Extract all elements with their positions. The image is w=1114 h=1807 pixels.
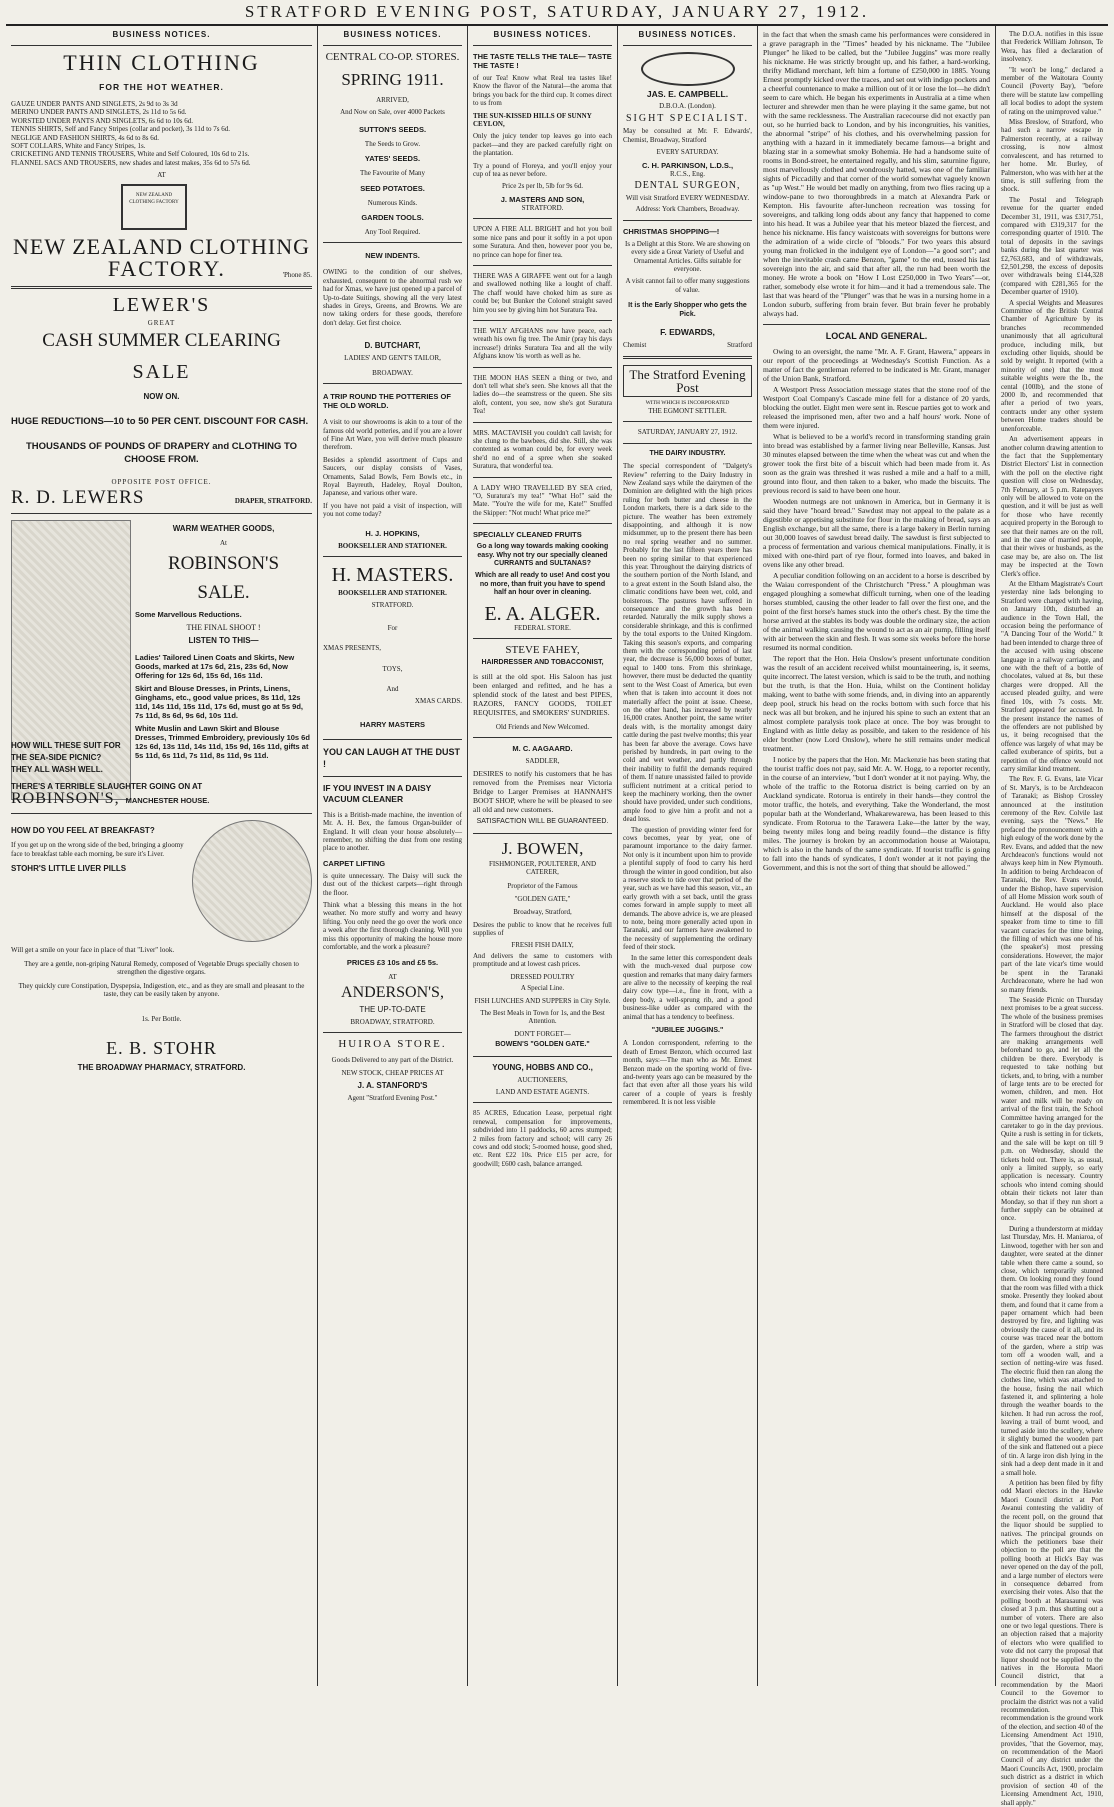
price-item: CRICKETING AND TENNIS TROUSERS, White and Self Coloured, 10s 6d to 21s. <box>11 150 250 159</box>
ad-body: NEW STOCK, CHEAP PRICES AT <box>341 1068 444 1077</box>
ad-body: If you get up on the wrong side of the bed, bringing a gloomy face to breakfast table each morning, be sure it's Liver. <box>11 841 184 858</box>
article-paragraph: The Seaside Picnic on Thursday next promises to be a great success. The whole of the business premises in Stratford will be closed that day. The farmers throughout the district are making arrangements well beforehand to go, and let all the children be there. Everybody is requested to take nothing but tickets, and, to bring, with a number of large tents are to be erected for women, children, and men. Hot water and milk will be ready on arrival of the first train, the School Committee having arranged for the caretaker to go in the day previous. Quite a rush is setting in for tickets, and the sale will be kept on till 9 p.m. on Wednesday, should the tickets hold out. There is, as usual, only a limited supply, so early application is necessary. Country schools who intend coming should obtain their tickets not later than Monday, so that if they run short a further supply can be obtained at once. <box>1001 995 1103 1223</box>
ad-title: FACTORY. <box>107 255 226 281</box>
ad-subtitle: LAND AND ESTATE AGENTS. <box>495 1088 590 1097</box>
ad-body: Price 2s per lb, 5lb for 9s 6d. <box>501 182 584 191</box>
ad-title: J. BOWEN, <box>501 838 584 858</box>
ad-body: The Favourite of Many <box>359 169 426 178</box>
article-paragraph: The question of providing winter feed for cows becomes, year by year, one of paramount importance to the dairy farmer. Not only is it incumbent upon him to provide a plentiful supply of food to carry his herd through the winter in good condition, but also a reserve stock to tide over that period of the year, such as we have had this season, viz., an early growth with a set back, until the grass comes forward in ample supply to meet all demands. The above advice is, we are pleased to note, being more generally acted upon in Taranaki, and our farmers have awakened to the necessity of supplementing the ordinary feed of their stock. <box>623 825 752 952</box>
article-paragraph: In the same letter this correspondent deals with the much-vexed dual purpose cow question and remarks that many dairy farmers are alive to the necessity of keeping the real dairy cow type—i.e., fine in front, with a deep body, a well-sprung rib, and a good business-like udder as compared with the animal that has a tendency to beefiness. <box>623 953 752 1021</box>
ad-title: J. A. STANFORD'S <box>357 1081 428 1091</box>
ad-body: Broadway, Stratford, <box>513 908 572 917</box>
ad-body: Desires the public to know that he receives full supplies of <box>473 920 612 938</box>
column-header: BUSINESS NOTICES. <box>493 30 592 39</box>
article-paragraph: What is believed to be a world's record in transforming standing grain into bread was established by a farmer living near Belleville, Kansas. Just 30 minutes elapsed between the time when the wheat was cut and when the grower took the first bite of a biscuit which had been made from it. As soon as the grain was threshed it was rushed a mile and a half to a mill, ground into flour, and then taken to a baker, who made the biscuits. The previous record is said to have been one hour. <box>763 432 990 495</box>
ad-subtitle: FOR THE HOT WEATHER. <box>99 82 224 92</box>
ad-title: SPRING 1911. <box>341 70 444 89</box>
ad-body: Go a long way towards making cooking easy. Why not try our specially cleaned CURRANTS and SULTANAS? <box>476 543 609 568</box>
ad-title: CHRISTMAS SHOPPING—! <box>623 226 720 236</box>
issue-date: SATURDAY, JANUARY 27, 1912. <box>637 428 738 437</box>
article-heading: LOCAL AND GENERAL. <box>825 331 928 341</box>
ad-subtitle: OPPOSITE POST OFFICE. <box>111 478 212 487</box>
ad-title: NEW INDENTS. <box>365 251 420 261</box>
ad-title: SIGHT SPECIALIST. <box>625 113 750 125</box>
ad-body: Is a Delight at this Store. We are showing on every side a Great Variety of Useful and Ornamental Articles. Gifts suitable for everyone. <box>625 239 750 274</box>
at-label: AT <box>157 171 166 180</box>
article-paragraph: A peculiar condition following on an accident to a horse is described by the Waiau correspondent of the Christchurch "Press." A ploughman was engaged ploughing a somewhat difficult turning, when one of the leading horses stumbled, causing the other leader to fall over the first one, and the point of the first horse's hames stuck into the other's chest. By the time the horse arrived at the stables its body was double the ordinary size, the action of the animal walking causing the wound to act as an air pump, filling itself with air between the skin and flesh. It was some six weeks before the horse resumed its normal condition. <box>763 571 990 652</box>
ad-body: May be consulted at Mr. F. Edwards', Chemist, Broadway, Stratford <box>623 127 752 144</box>
ad-body: The Best Meals in Town for 1s, and the Best Attention. <box>480 1009 605 1026</box>
ad-body: Proprietor of the Famous <box>507 881 578 890</box>
ad-title: J. MASTERS AND SON, <box>500 194 585 204</box>
ad-subtitle: NOW ON. <box>143 392 180 402</box>
column-5 <box>758 26 996 1686</box>
ad-subtitle: FEDERAL STORE. <box>514 623 571 632</box>
ad-subtitle: GREAT <box>147 318 176 327</box>
article-paragraph: A special Weights and Measures Committee of the British Central Chamber of Agriculture by its branches recommended unanimously that all agricultural produce, including milk, but excluding other liquids, should be sold by weight. It reported (with a minority of one) that the most suitable weights were the lb., the cental (100lb), and the stone of 2000 lb, and recommended that after a period of two years, contracts under any other system between Home traders should be unenforceable. <box>1001 298 1103 433</box>
ad-body: EVERY SATURDAY. <box>656 148 719 157</box>
article-paragraph: A London correspondent, referring to the death of Ernest Benzon, which occurred last month, says:—The man who as Mr. Ernest Benzon made on the sporting world of five-and-twenty years ago can be measured by the fact that even after all those years his wild career of a couple of years is freshly remembered. It is not less visible <box>623 1039 752 1107</box>
ad-body: And <box>386 685 399 693</box>
ad-body: DRESSED POULTRY <box>510 972 575 981</box>
phone-number: 'Phone 85. <box>282 271 312 280</box>
ad-body: FISH LUNCHES AND SUPPERS in City Style. <box>474 996 611 1005</box>
ad-body: A visit to our showrooms is akin to a tour of the famous old world potteries, and if you are a lover of Fine Art Ware, you will derive much pleasure therefrom. <box>323 418 462 452</box>
article-paragraph: Wooden nutmegs are not unknown in America, but in Germany it is said they have "hoard bread." Sawdust may not appeal to the palate as a digestible or appetising substitute for flour in the making of bread, says an English exchange, but all the same, there is a large bakery in Berlin turning out 30,000 loaves of sawdust bread daily. The sawdust is first subjected to a process of fermentation and various chemical manipulations. Finally, it is mixed with one-third part of rye flour, formed into loaves, and baked in ovens like any other bread. <box>763 497 990 569</box>
ad-body: HUGE REDUCTIONS—10 to 50 PER CENT. DISCOUNT FOR CASH. <box>11 416 309 428</box>
ad-body: A Special Line. <box>520 984 565 993</box>
ad-subtitle: Chemist <box>623 341 647 350</box>
ad-body: BOWEN'S "GOLDEN GATE." <box>495 1041 590 1049</box>
ad-body: THE FINAL SHOOT ! <box>186 622 261 632</box>
ad-title: R. D. LEWERS <box>11 487 145 509</box>
ad-subtitle: AUCTIONEERS, <box>517 1075 568 1084</box>
ad-title: C. H. PARKINSON, L.D.S., <box>641 160 734 170</box>
ad-body: FRESH FISH DAILY, <box>511 940 574 949</box>
ad-body: And delivers the same to customers with promptitude and at lowest cash prices. <box>473 951 612 969</box>
ad-title: H. MASTERS. <box>331 563 454 586</box>
at-label: At <box>220 539 227 548</box>
ad-title: F. EDWARDS, <box>660 327 715 338</box>
ad-body: DESIRES to notify his customers that he has removed from the Premises near Victoria Bridge to Larger Premises at HANNAH'S BOOT SHOP, where he will be pleased to see all old and new customers. <box>473 769 612 815</box>
ad-title: STOHR'S LITTLE LIVER PILLS <box>11 864 127 874</box>
article-paragraph: Miss Breslow, of Stratford, who had such a narrow escape in Palmerston recently, at a railway crossing, is now almost convalescent, and has returned to her home. Mr. Burley, of Palmerston, who was with her at the time, is still suffering from the shock. <box>1001 118 1103 194</box>
ad-subtitle: BROADWAY. <box>372 368 413 377</box>
article-paragraph: During a thunderstorm at midday last Thursday, Mrs. H. Maniaroa, of Linwood, together with her son and daughter, were seated at the dinner table when there came a sound, so close, which temporarily stunned them. On looking round they found that the room was filled with a thick smoke. Presently they looked about them, and found that it came from a paper ornament which had been destroyed by fire, and lighting was obviously the cause of it all, and its course was traced near the bottom of the garden, where a strip was torn off a wooden wall, and a section of netting-wire was fused. The electric fluid then ran along the clothes line, which was attached to the house, fusing the nail which fastened it, and splintering a hole through the weather boards to the kitchen. It had run across the roof, leaving a trail of burnt wood, and turned aside into the scullery, where it slightly burned the wooden part of the sink and flattened out a piece of tin. A large iron dish lying in the sink had a deep dent made in it and a small hole. <box>1001 1224 1103 1477</box>
ad-subtitle: DRAPER, STRATFORD. <box>234 497 312 506</box>
ad-body: of our Tea! Know what Real tea tastes like! Know the flavor of the Natural—the aroma that brings you back for the third cup. It comes direct to us from <box>473 74 612 108</box>
ad-body: Will visit Stratford EVERY WEDNESDAY. <box>625 194 750 203</box>
ad-body: SATISFACTION WILL BE GUARANTEED. <box>476 818 609 826</box>
ad-title: M. C. AAGAARD. <box>512 743 573 753</box>
article-paragraph: The Rev. F. G. Evans, late Vicar of St. Mary's, is to be Archdeacon of Taranaki; as Bishop Crossley announced at the institution ceremony of the Rev. Colvile last evening, says the "News." He prefaced the pronouncement with a high eulogy of the work done by the Rev. Evans, and added that the new Archdeacon's functions would not always keep him in New Plymouth. In addition to being Archdeacon of Taranaki, the Rev. Evans would, under the Bishop, have supervision of all Home Mission work south of Auckland. He would also place himself at the disposal of the speaker from time to time to fill vacant curacies for the time being, the filling of which was one of his (the speaker's) most pressing considerations. However, the major part of the late vicar's time would be spent in the Taranaki Archdeaconate, where he had won so many friends. <box>1001 775 1103 994</box>
ad-subtitle: LADIES' AND GENT'S TAILOR, <box>344 354 441 363</box>
price-item: FLANNEL SACS AND TROUSERS, new shades and latest makes, 35s 6d to 57s 6d. <box>11 158 251 167</box>
ad-title: A TRIP ROUND THE POTTERIES OF THE OLD WORLD. <box>323 392 451 411</box>
article-paragraph: The report that the Hon. Heia Onslow's present unfortunate condition was the result of an accident received whilst mountaineering, is, it seems, quite incorrect. The latest version, which is said to be the truth, and nothing but the truth, is that the Hon. Huia, whilst on the Continent holiday making, went to bathe with some friends, and, in diving into an apparently deep pool, struck his head on the rocks bottom with such force that his neck was all but broken, and he injured his spine to such an extent that an almost complete paralysis took place at once. The boy was brought to England with as little delay as possible, and taken to the residence of his elder brother (now Lord Onslow), where he still remains under medical treatment. <box>763 654 990 753</box>
ad-body: Ladies' Tailored Linen Coats and Skirts, New Goods, marked at 17s 6d, 21s, 23s 6d, Now Offering for 12s 6d, 15s 6d, 16s 11d. <box>135 652 295 680</box>
ad-subtitle: WARM WEATHER GOODS, <box>172 524 275 534</box>
ad-subtitle: THE BROADWAY PHARMACY, STRATFORD. <box>77 1062 246 1072</box>
ad-title: CENTRAL CO-OP. STORES. <box>325 51 460 63</box>
ad-title: STEVE FAHEY, <box>505 644 580 657</box>
ad-body: THE MOON HAS SEEN a thing or two, and don't tell what she's seen. She knows all that the ladies do—the seamstress or the queen. She sits aloft, content, you see, now she's got Suratura Tea! <box>473 373 612 416</box>
ad-title: YOUNG, HOBBS AND CO., <box>492 1062 593 1072</box>
article-paragraph: The D.O.A. notifies in this issue that Frederick William Johnson, Te Wera, has filed a declaration of insolvency. <box>1001 30 1103 64</box>
ad-title: THIN CLOTHING <box>63 50 260 75</box>
ad-body: XMAS PRESENTS, <box>323 644 381 653</box>
article-heading: "JUBILEE JUGGINS." <box>651 1026 724 1034</box>
ad-body: Any Tool Required. <box>364 228 421 237</box>
ad-subtitle: STRATFORD. <box>521 203 564 212</box>
ad-body: CARPET LIFTING <box>323 858 386 868</box>
ad-body: They are a gentle, non-griping Natural Remedy, composed of Vegetable Drugs specially chosen to strengthen the digestive organs. <box>24 959 299 977</box>
ad-body: SEED POTATOES. <box>360 183 425 193</box>
column-header: BUSINESS NOTICES. <box>343 30 442 39</box>
column-1 <box>6 26 318 1686</box>
ad-subtitle: SADDLER, <box>525 756 560 765</box>
at-label: AT <box>388 972 397 981</box>
newspaper-subtitle: THE EGMONT SETTLER. <box>648 406 727 415</box>
column-3 <box>468 26 618 1686</box>
ad-body: Which are all ready to use! And cost you no more, than fruit you have to spend half an hour over in cleaning. <box>475 572 610 597</box>
ad-body: DON'T FORGET— <box>514 1029 571 1038</box>
price-item: NEGLIGE AND FASHION SHIRTS, 4s 6d to 8s 6d. <box>11 133 160 142</box>
column-2 <box>318 26 468 1686</box>
ad-title: SALE. <box>197 581 250 603</box>
ad-body: They quickly cure Constipation, Dyspepsia, Indigestion, etc., and as they are small and pleasant to the taste, they can be easily taken by anyone. <box>18 981 305 999</box>
ad-body: Try a pound of Floreya, and you'll enjoy your cup of tea as never before. <box>473 161 612 179</box>
ad-title: SPECIALLY CLEANED FRUITS <box>473 530 582 540</box>
ad-body: Goods Delivered to any part of the District. <box>331 1056 454 1065</box>
ad-body: And Now on Sale, over 4000 Packets <box>340 108 445 117</box>
ad-title: E. B. STOHR <box>106 1037 217 1058</box>
ad-subtitle: THE UP-TO-DATE <box>359 1004 426 1014</box>
ad-body: YATES' SEEDS. <box>364 154 421 164</box>
ad-body: A visit cannot fail to offer many suggestions of value. <box>625 277 750 294</box>
clothing-factory-logo: NEW ZEALAND CLOTHING FACTORY <box>121 184 187 230</box>
ad-body: A LADY WHO TRAVELLED BY SEA cried, "O, Suratura's my tea!" "What Ho!" said the Mate. "You're the wife for me, Kate!" Snuffed the Skipper: "Not much! What price me?" <box>473 483 612 517</box>
ad-body: Think what a blessing this means in the hot weather. No more stuffy and worry and heavy lifting. You only need the go over the work once a week after the first thorough cleaning. Will you miss this opportunity of making the house more comfortable, and the work a pleasure? <box>323 901 462 952</box>
ad-title: THE TASTE TELLS THE TALE— TASTE THE TASTE ! <box>473 52 612 70</box>
ad-body: THERE'S A TERRIBLE SLAUGHTER GOING ON AT <box>11 782 203 792</box>
breakfast-illustration <box>192 820 312 942</box>
column-header: BUSINESS NOTICES. <box>638 30 737 39</box>
article-heading: THE DAIRY INDUSTRY. <box>649 449 726 457</box>
article-paragraph: At the Eltham Magistrate's Court yesterday nine lads belonging to Stratford were charged with having, on January 10th, disturbed an audience in the Town Hall, the occasion being the performance of "A Dancing Tour of the World." It had been intended to charge three of the accused with using obscene language in a railway carriage, and one with the theft of a bottle of chocolates, valued at 8s, but these charges were dropped. All the accused pleaded guilty, and were fined 10s, with 7s costs. Mr. Stratford appeared for accused. In the present instance the names of the offenders are not published by us, it being recognised that the offence was largely of what may be called exuberance of spirits, but a repetition of the offence would not carry similar kind treatment. <box>1001 580 1103 773</box>
ad-subtitle: FISHMONGER, POULTERER, AND CATERER, <box>488 859 597 877</box>
ad-title: LEWER'S <box>112 293 211 316</box>
ad-body: This is a British-made machine, the invention of Mr. A. H. Bex, the famous Organ-builder of England. It will clean your house absolutely—remember, no shifting the dust from one resting place to another. <box>323 810 462 853</box>
ad-subtitle: HAIRDRESSER AND TOBACCONIST, <box>481 659 604 667</box>
ad-body: THE WILY AFGHANS now have peace, each wreath his own fig tree. The Amir (pray his days increase!) drinks Suratura Tea and all the wily Afghans know 'tis worth as well as he. <box>473 326 612 361</box>
ad-title: HOW DO YOU FEEL AT BREAKFAST? <box>11 826 155 836</box>
column-6 <box>996 26 1108 1807</box>
column-header: BUSINESS NOTICES. <box>112 30 211 39</box>
column-4 <box>618 26 758 1686</box>
ad-title: ANDERSON'S, <box>341 983 444 1001</box>
ad-body: White Muslin and Lawn Skirt and Blouse Dresses, Trimmed Embroidery, previously 10s 6d 12s 6d, 13s 11d, 14s 11d, 15s 9d, 16s 11d, gifts at 5s 11d, 6s 11d, 7s 11d, 8s 11d, 9s 11d. <box>135 723 310 760</box>
ad-title: DENTAL SURGEON, <box>634 180 741 192</box>
price-list <box>11 100 312 167</box>
ad-body: Old Friends and New Welcomed. <box>495 722 590 731</box>
ad-body: UPON A FIRE ALL BRIGHT and hot you boil some nice pans and pour it softly in a pot upon some Suratura. And then, however poor you be, no prince can hope for finer tea. <box>473 225 612 259</box>
ad-title: JAS. E. CAMPBELL. <box>646 89 729 99</box>
ad-title: HUIROA STORE. <box>338 1038 447 1051</box>
ad-body: GARDEN TOOLS. <box>361 213 424 223</box>
ad-subtitle: MANCHESTER HOUSE. <box>125 796 210 806</box>
ad-subtitle: Stratford <box>727 341 752 350</box>
ad-subtitle: Agent "Stratford Evening Post." <box>347 1094 438 1103</box>
ad-body: Numerous Kinds. <box>367 198 418 207</box>
ad-body: Will get a smile on your face in place of that "Liver" look. <box>11 946 175 955</box>
ad-body: is still at the old spot. His Saloon has just been enlarged and refitted, and he has a splendid stock of the latest and best PIPES, RAZORS, FANCY GOODS, TOILET REQUISITES, and SMOKERS' SUNDRIES. <box>473 671 612 717</box>
ad-body: THOUSANDS OF POUNDS OF DRAPERY and CLOTHING TO CHOOSE FROM. <box>25 441 298 466</box>
newspaper-title: The Stratford Evening Post <box>623 365 752 397</box>
price-item: TENNIS SHIRTS, Self and Fancy Stripes (collar and pocket), 3s 11d to 7s 6d. <box>11 125 231 134</box>
price-item: MERINO UNDER PANTS AND SINGLETS, 2s 11d to 5s 6d. <box>11 108 187 117</box>
ad-title: D. BUTCHART, <box>364 341 421 351</box>
newspaper-subtitle: WITH WHICH IS INCORPORATED <box>645 399 730 406</box>
ad-body: PRICES £3 10s and £5 5s. <box>346 957 439 967</box>
ad-body: The Seeds to Grow. <box>364 139 421 148</box>
article-paragraph: "It won't be long," declared a member of the Waitotara County Council (Poverty Bay), "before there will be statute law compelling all local bodies to adopt the system of rating on the unimproved value." <box>1001 65 1103 116</box>
article-paragraph: A Westport Press Association message states that the stone roof of the Westport Coal Company's Cascade mine fell for a distance of 20 yards, blocking the outlet. Eight men were sent in. Rescue parties got to work and released the imprisoned men, after two and a half hours' work. None of them were injured. <box>763 385 990 430</box>
ad-body: For <box>387 623 398 632</box>
article-paragraph: I notice by the papers that the Hon. Mr. Mackenzie has been stating that the tourist traffic does not pay, said Mr. A. W. Hogg, to a reporter recently, in the course of an interview, "but I don't wonder at it not paying. Why, the whole of the traffic to the Rotorua district is being carried on by an Auckland syndicate. Rotorua is entirely in their hands—they control the motor traffic, the hotels, and everything. Take the Wonderland, the most popular bath at the Wonderland, Whakarewarewa, has been leased to this syndicate. From Rotorua to the Tarawera Lake—the latter by the way, being twenty miles long and being readily found—the distance is fifty miles. The journey is broken by an accommodation house at Waiotapu, which is also in the hands of the same syndicate. If tourist traffic is going to fall into the hands of syndicates, I don't wonder at it not paying the Government, and this is not the sort of thing that should be allowed." <box>763 755 990 872</box>
article-paragraph: The Postal and Telegraph revenue for the quarter ended December 31, 1911, was £317,751, compared with £319,317 for the corresponding quarter of 1910. The total of deposits in the savings banks during the last quarter was £2,763,683, and of withdrawals, £2,501,298, the excess of deposits over withdrawals being £144,328 (compared with £281,365 for the December quarter of 1910). <box>1001 195 1103 297</box>
ad-subtitle: BOOKSELLER AND STATIONER. <box>338 588 447 597</box>
ad-body: OWING to the condition of our shelves, exhausted, consequent to the abnormal rush we had for Xmas, we have just opened up a parcel of Up-to-date Suitings, showing all the very latest shades in Greys, Greens, and Browns. We are now taking orders for these goods, therefore don't delay. Get first choice. <box>323 268 462 327</box>
ad-subtitle: BROADWAY, STRATFORD. <box>350 1017 435 1026</box>
ad-body: TOYS, <box>382 664 403 673</box>
ad-title: HARRY MASTERS <box>359 719 425 729</box>
spectacles-icon <box>641 52 735 86</box>
article-paragraph: in the fact that when the smash came his performances were considered in a grave paragraph in the "Times" headed by his nickname. The "Jubilee Plunger" he liked to be called, but the "Jubilee Juggins" was more really his nickname. He was strictly brought up, and his father, a hard-working, thrifty Midland merchant, left him a fortune of £250,000 in 1885. Young Ernest promptly kicked over the traces, and set out with indigo pockets and a cheerful countenance to make a million out of it or lose the lot—he didn't seem to care which. He began his experiments in Australia at a time when lecturer and shrewder men than he were playing it the same game, but not with the same recklessness. The Australian racecourse did not exactly pan out, so he hurried back to London, and by his incongruities, his vanities, the abnormal "stripe" of his clothes, and his overwhelming passion for anything with a hazard in it immediately became famous—a bright and blazing star in a somewhat smoky Bohemia. He had a handsome suite of rooms in Bond-street, he entertained regally, and his slim, saturnine figure, most marvellously clothed and wondrously hatted, was one of the familiar sights of Piccadilly and that corner of the world somewhat vaguely known as "up West." He would bet madly on anything, from two flies racing up a window-pane to two thoroughbreds in a match at Alexandra Park or Kempton. His favourite after-luncheon recreation was tossing for sovereigns, and talking long odds about any fancy that happened to come into his head. It was a Jubilee year that his meteor blazed the fiercest, and hence his nickname. His fancy waistcoats with sovereigns for buttons were the admiration of a wide circle of "bloods." For two years this absurd young man frolicked in the indulgent eye of London—"a good sort"; and when the inevitable crash came Benzon, "game" to the end, tossed his last sovereign into the air, and said that after all, the run had been worth the money. He wrote a book on "How I Lost £250,000 in Two Years"—or, rather, somebody else wrote it for him—and it had a tremendous sale. The last that was heard of the "Plunger" was that he was in a nursing home in a London suburb, suffering from brain fever. But brain fever he probably always had. <box>763 30 990 318</box>
ad-title: YOU CAN LAUGH AT THE DUST ! <box>323 746 460 769</box>
price-item: WORSTED UNDER PANTS AND SINGLETS, 6s 6d to 10s 6d. <box>11 116 193 125</box>
ad-body: Only the juicy tender top leaves go into each packet—and they are packed carefully right on the plantation. <box>473 132 612 158</box>
ad-body: Some Marvellous Reductions. <box>135 609 242 619</box>
ad-title: IF YOU INVEST IN A DAISY VACUUM CLEANER <box>323 782 432 804</box>
article-paragraph: An advertisement appears in another column drawing attention to the fact that the Supplementary District Electors' List in connection with the poll on the elective right question will close on Wednesday, 7th February, at 5 p.m. Ratepayers only will be allowed to vote on the question, and it will be just as well for those who have recently acquired property in the Borough to see that their names are on the roll, and in the case of married people, that their wives or husbands, as the case may be, are also on. The list may be inspected at the Town Clerk's office. <box>1001 435 1103 578</box>
ad-subtitle: R.C.S., Eng. <box>669 169 705 178</box>
ad-title: SALE <box>132 361 191 384</box>
ad-body: XMAS CARDS. <box>414 697 462 706</box>
ad-body: Skirt and Blouse Dresses, in Prints, Linens, Ginghams, etc., good value prices, 8s 11d, 12s 11d, 14s 11d, 15s 11d, 17s 6d, must go at 5s 9d, 7s 11d, 8s 6d, 9s 6d, 10s 11d. <box>135 683 304 720</box>
article-paragraph: A petition has been filed by fifty odd Maori electors in the Hawke Maori Council district at Port Awanui contesting the validity of the recent poll, on the ground that the liquor should be supplied to natives. The principal grounds on which the petitioners base their objection to the poll are that the polling booth at Hick's Bay was never opened on the day of the poll, and a large number of electors were in consequence debarred from exercising their votes. Also that the polling booth at Marasaunui was closed at 3 p.m. thus shutting out a number of voters. There are also one or two legal questions. There is an objection raised that a majority of electors who were qualified to vote did not carry the proposal that liquor should not be supplied to the natives in the Horouta Maori Council district, that a recommendation by the Maori Council to the Governor to proclaim the district was not a valid recommendation. This recommendation is the ground work of the election, and section 40 of the Licensing Amendment Act 1910, provides, "that the Governor, may, on recommendation of the Maori Council of any district under the Maori Councils Act, 1900, proclaim such district as a district in which provision of section 40 of the Licensing Amendment Act, 1910, shall apply." <box>1001 1479 1103 1807</box>
ad-body: SUTTON'S SEEDS. <box>358 124 427 134</box>
masthead: STRATFORD EVENING POST, SATURDAY, JANUARY 27, 1912. <box>6 2 1108 26</box>
price-item: GAUZE UNDER PANTS AND SINGLETS, 2s 9d to 3s 3d <box>11 100 178 108</box>
ad-title: NEW ZEALAND CLOTHING <box>13 233 310 259</box>
ad-body: THE SUN-KISSED HILLS OF SUNNY CEYLON, <box>473 111 592 129</box>
ad-body: is quite unnecessary. The Daisy will suck the dust out of the thickest carpets—right through the floor. <box>323 871 462 897</box>
ad-body: HOW WILL THESE SUIT FOR THE SEA-SIDE PICNIC? THEY ALL WASH WELL. <box>11 741 121 775</box>
price-item: SOFT COLLARS, White and Fancy Stripes, 1s. <box>11 142 146 151</box>
ad-body: "GOLDEN GATE," <box>514 894 571 903</box>
article-paragraph: The special correspondent of "Dalgety's Review" referring to the Dairy Industry in New Zealand says while the dairymen of the Dominion are delighted with the high prices ruling for both butter and cheese in the London markets, there is a dark side to the picture. The weather has been extremely disappointing, and although it is now midsummer, up to the present there has been no real spring weather and no summer. Probably for the last fifteen years there has been no spring similar to that experienced this year. Throughout the dairying districts of the southern portion of the North Island, and to a great extent in the South Island also, the climatic conditions have been wet, cold, and boisterous. The pastures have suffered in consequence and the growth has been retarded. Naturally the milk supply shows a considerable shrinkage, and this is confirmed by the total exports to the United Kingdom. Taking this season's exports, and comparing them with the corresponding period of last year, the decrease is 56,000 boxes of butter, equal to 1400 tons. From this shrinkage, however, there must be deducted the quantity sent to the West Coast of America, but even when that is taken into account it does not materially affect the point at issue. Cheese, on the other hand, has increased by nearly 16,000 crates. Another point, the same writer deals with, is the mortality amongst dairy cattle during the past twelve months; this year has been far above the average. Cows have perished by hundreds, in part owing to the cold and wet weather, and partly through their inability to fulfil the demands required of them. If nature unassisted failed to provide sufficient nutriment at a critical period to keep the machinery working, then the owner should have provided, under such conditions, ample food to give him a profit and not a dead loss. <box>623 462 752 824</box>
ad-body: THERE WAS A GIRAFFE went out for a laugh and swallowed nothing like a lought of chaff. The chaff would have choked him as sure as could be; but Bunker the Colonel straight saved him you see by giving him hot Suratura Tea. <box>473 271 612 314</box>
ad-title: CASH SUMMER CLEARING <box>42 330 281 352</box>
ad-subtitle: D.B.O.A. (London). <box>659 102 716 110</box>
ad-title: ROBINSON'S <box>167 552 280 574</box>
ad-title: H. J. HOPKINS, <box>365 528 420 538</box>
ad-body: It is the Early Shopper who gets the Pick. <box>628 302 747 318</box>
ad-body: 85 ACRES, Education Lease, perpetual right renewal, compensation for improvements, subdivided into 11 paddocks, 60 acres stumped; 2 miles from factory and school; will carry 26 cows and odd stock; 5-roomed house, good shed, etc. Rent £22 10s. Price £15 per acre, for goodwill; £600 cash, balance arranged. <box>473 1109 612 1168</box>
ad-subtitle: STRATFORD. <box>371 601 414 610</box>
ad-body: LISTEN TO THIS— <box>188 635 259 645</box>
ad-subtitle: BOOKSELLER AND STATIONER. <box>338 541 447 550</box>
ad-body: Address: York Chambers, Broadway. <box>635 205 740 214</box>
article-paragraph: Owing to an oversight, the name "Mr. A. F. Grant, Hawera," appears in our report of the proceedings at Wednesday's Scottish Function. As a matter of fact the gentleman referred to be indicated is Mr. Grant, manager of the Union Bank, Stratford. <box>763 347 990 383</box>
ad-body: Besides a splendid assortment of Cups and Saucers, our display consists of Vases, Ornaments, Salad Bowls, Fern Bowls etc., in Royal Bayreuth, Hadeley, Royal Doulton, Japanese, and various other ware. <box>323 455 462 498</box>
ad-title: ROBINSON'S, <box>11 790 120 808</box>
ad-body: ARRIVED, <box>376 96 409 104</box>
ad-body: MRS. MACTAVISH you couldn't call lavish; for she clung to the bawbees, did she. Still, she was contented as woman could be, for every week she'd no end of a spree when she soaked Suratura, that wonderful tea. <box>473 428 612 471</box>
ad-title: E. A. ALGER. <box>484 602 601 625</box>
ad-body: If you have not paid a visit of inspection, will you not come today? <box>323 501 462 519</box>
ad-body: 1s. Per Bottle. <box>141 1014 182 1023</box>
